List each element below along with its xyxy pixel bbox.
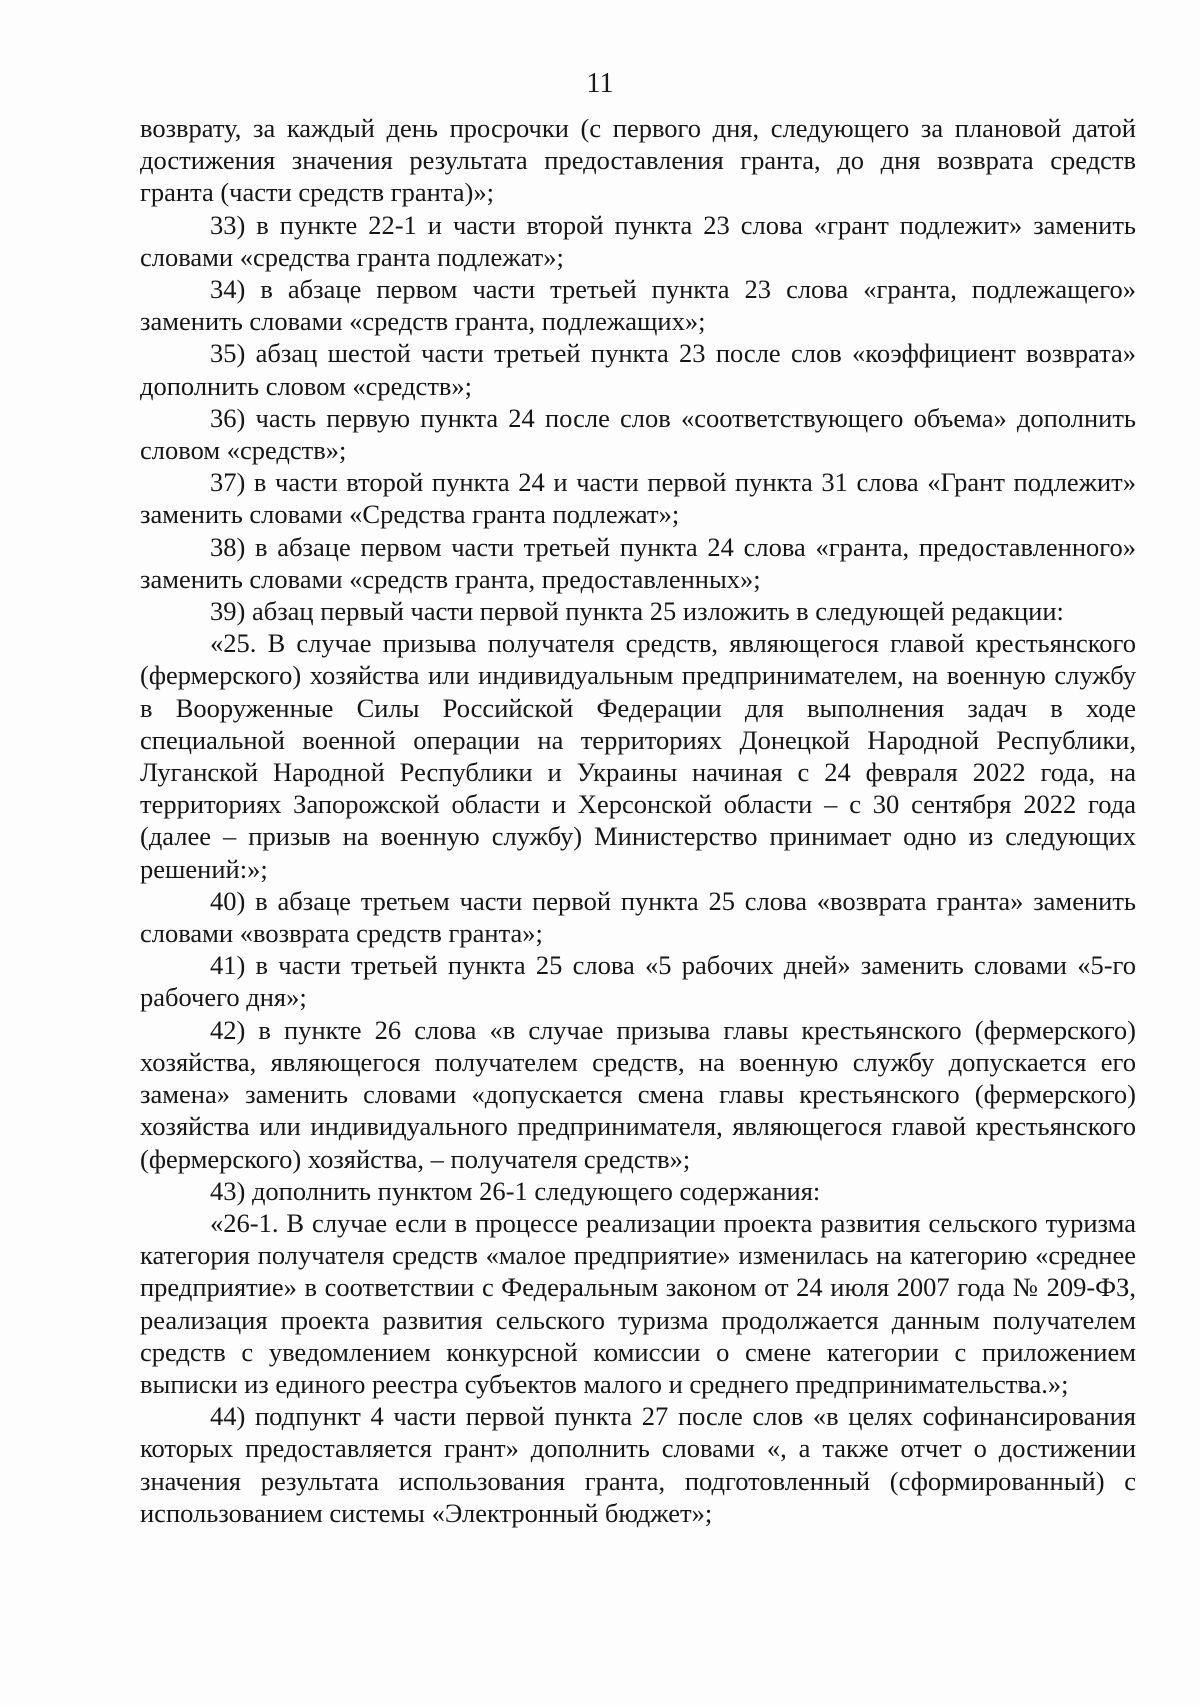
paragraph-quote-25: «25. В случае призыва получателя средств, являющегося главой крестьянского (фермерского) хозяйства или индивидуальным предпринимателем, на военную службу в Вооруженные Силы Российской Федерации для выполнения задач в ходе специальной военной операции на территориях Донецкой Народной Республики, Луганской Народной Республики и Украины начиная с 24 февраля 2022 года, на территориях Запорожской области и Херсонской области – с 30 сентября 2022 года (далее – призыв на военную службу) Министерство принимает одно из следующих решений:»;: [140, 628, 1136, 884]
paragraph-item-43: 43) дополнить пунктом 26-1 следующего содержания:: [210, 1175, 821, 1206]
paragraph-item-41: 41) в части третьей пункта 25 слова «5 рабочих дней» заменить словами «5-го рабочего дня»;: [140, 950, 1136, 1013]
paragraph-quote-26-1: «26-1. В случае если в процессе реализации проекта развития сельского туризма категория получателя средств «малое предприятие» изменилась на категорию «среднее предприятие» в соответствии с Федеральным законом от 24 июля 2007 года № 209-ФЗ, реализация проекта развития сельского туризма продолжается данным получателем средств с уведомлением конкурсной комиссии о смене категории с приложением выписки из единого реестра субъектов малого и среднего предпринимательства.»;: [140, 1207, 1136, 1399]
document-body: [140, 112, 1136, 1529]
paragraph-item-38: 38) в абзаце первом части третьей пункта 24 слова «гранта, предоставленного» заменить словами «средств гранта, предоставленных»;: [140, 531, 1136, 594]
paragraph-item-42: 42) в пункте 26 слова «в случае призыва главы крестьянского (фермерского) хозяйства, являющегося получателем средств, на военную службу допускается его замена» заменить словами «допускается смена главы крестьянского (фермерского) хозяйства или индивидуального предпринимателя, являющегося главой крестьянского (фермерского) хозяйства, – получателя средств»;: [140, 1014, 1136, 1174]
paragraph-continuation: возврату, за каждый день просрочки (с первого дня, следующего за плановой датой достижения значения результата предоставления гранта, до дня возврата средств гранта (части средств гранта)»;: [140, 113, 1136, 208]
paragraph-item-37: 37) в части второй пункта 24 и части первой пункта 31 слова «Грант подлежит» заменить словами «Средства гранта подлежат»;: [140, 467, 1136, 530]
paragraph-item-40: 40) в абзаце третьем части первой пункта 25 слова «возврата гранта» заменить словами «возврата средств гранта»;: [140, 885, 1136, 949]
paragraph-item-35: 35) абзац шестой части третьей пункта 23 после слов «коэффициент возврата» дополнить словом «средств»;: [140, 338, 1136, 401]
page-number: 11: [586, 68, 614, 99]
paragraph-item-34: 34) в абзаце первом части третьей пункта 23 слова «гранта, подлежащего» заменить словами «средств гранта, подлежащих»;: [140, 274, 1136, 337]
paragraph-item-39: 39) абзац первый части первой пункта 25 изложить в следующей редакции:: [210, 596, 1064, 627]
paragraph-item-44: 44) подпункт 4 части первой пункта 27 после слов «в целях софинансирования которых предоставляется грант» дополнить словами «, а также отчет о достижении значения результата использования гранта, подготовленный (сформированный) с использованием системы «Электронный бюджет»;: [140, 1401, 1136, 1528]
paragraph-item-36: 36) часть первую пункта 24 после слов «соответствующего объема» дополнить словом «средств»;: [140, 402, 1136, 466]
paragraph-item-33: 33) в пункте 22-1 и части второй пункта 23 слова «грант подлежит» заменить словами «средства гранта подлежат»;: [140, 209, 1136, 272]
